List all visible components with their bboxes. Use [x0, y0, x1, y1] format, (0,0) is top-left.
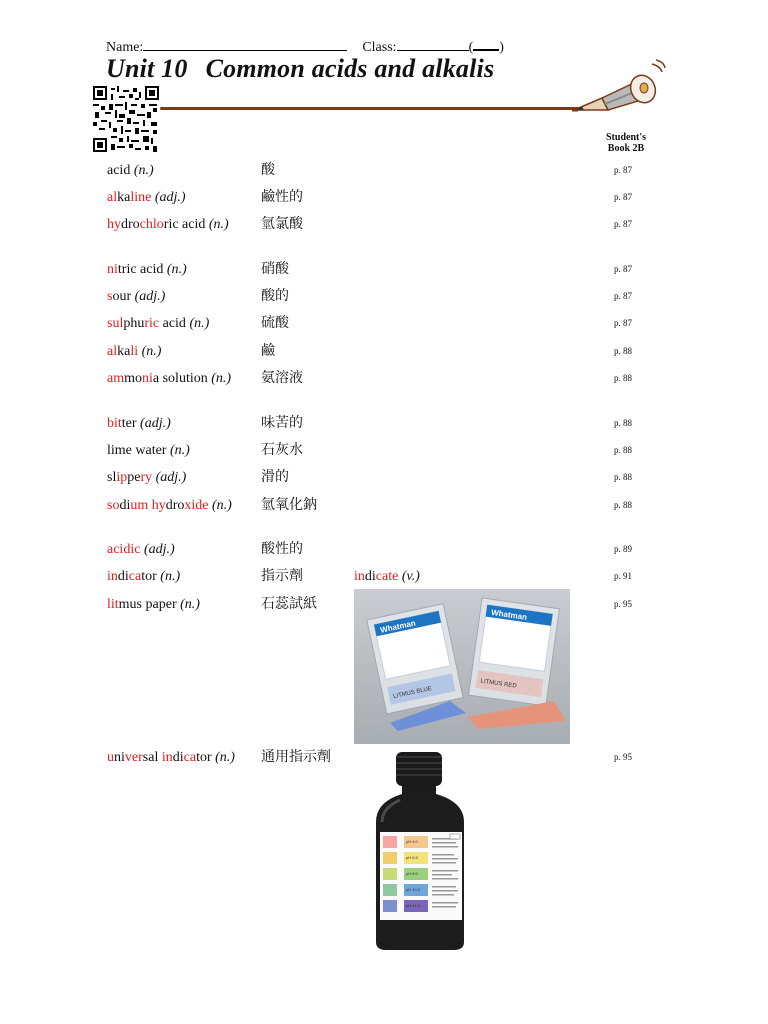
term-segment: u	[107, 750, 114, 765]
universal-indicator-bottle-photo	[374, 752, 466, 952]
term-segment: bit	[107, 416, 122, 431]
term-segment: di	[117, 569, 129, 584]
part-of-speech: (n.)	[133, 163, 154, 178]
term-segment: in	[354, 569, 365, 584]
name-blank[interactable]	[143, 36, 347, 51]
part-of-speech: (n.)	[212, 498, 232, 513]
part-of-speech: (adj.)	[140, 416, 171, 431]
vocab-chinese-term: 硝酸	[261, 261, 289, 277]
term-segment: ter	[121, 416, 141, 431]
part-of-speech: (n.)	[211, 371, 232, 386]
vocab-chinese-term: 石灰水	[261, 442, 303, 458]
term-segment: dro	[121, 217, 140, 232]
name-class-line	[106, 35, 504, 56]
class-number-blank[interactable]	[473, 35, 499, 51]
students-book-label	[598, 132, 654, 154]
term-segment: ni	[114, 750, 125, 765]
term-segment: di	[119, 498, 131, 513]
vocab-chinese-term: 酸的	[261, 288, 289, 304]
term-segment: ni	[107, 262, 118, 277]
term-segment: s	[107, 289, 113, 304]
term-segment: ip	[116, 470, 128, 485]
vocab-chinese-term: 指示劑	[261, 568, 303, 584]
part-of-speech: (adj.)	[143, 542, 175, 557]
term-segment: al	[107, 344, 118, 359]
term-segment: cate	[375, 569, 399, 584]
vocab-english-term	[107, 467, 255, 488]
vocab-english-term	[107, 368, 255, 389]
vocab-related-term	[354, 566, 420, 587]
term-segment: tor	[141, 569, 161, 584]
part-of-speech: (adj.)	[154, 190, 186, 205]
part-of-speech: (adj.)	[155, 470, 187, 485]
header-divider	[160, 107, 580, 110]
term-segment: ric	[144, 316, 160, 331]
page-reference: p. 88	[614, 500, 632, 510]
bottle-ph-label-1: pH 4.0	[406, 839, 418, 844]
term-segment: ka	[117, 344, 131, 359]
term-segment: sul	[107, 316, 124, 331]
term-segment: ry	[140, 470, 153, 485]
term-segment: sal	[142, 750, 162, 765]
part-of-speech: (n.)	[208, 217, 229, 232]
term-segment: line	[130, 190, 152, 205]
page-reference: p. 87	[614, 192, 632, 202]
part-of-speech: (adj.)	[134, 289, 166, 304]
vocab-chinese-term: 氨溶液	[261, 370, 303, 386]
litmus-paper-photo	[354, 589, 570, 744]
term-segment: li	[130, 344, 139, 359]
vocab-chinese-term: 鹼性的	[261, 189, 303, 205]
term-segment: acid	[107, 163, 134, 178]
term-segment: dro	[165, 498, 185, 513]
page-reference: p. 88	[614, 445, 632, 455]
bottle-ph-label-4: pH 10.0	[406, 887, 421, 892]
class-blank[interactable]	[397, 36, 469, 51]
bottle-ph-label-2: pH 6.5	[406, 855, 418, 860]
part-of-speech: (n.)	[189, 316, 210, 331]
vocab-english-term	[107, 440, 255, 461]
term-segment: al	[107, 190, 118, 205]
vocab-english-term	[107, 187, 255, 208]
vocab-english-term	[107, 214, 255, 235]
term-segment: dic	[123, 542, 141, 557]
vocab-chinese-term: 鹼	[261, 343, 275, 359]
term-segment: a solution	[152, 371, 212, 386]
page-reference: p. 87	[614, 219, 632, 229]
term-segment: phu	[123, 316, 145, 331]
term-segment: sl	[107, 470, 117, 485]
class-paren-close: )	[499, 40, 504, 55]
vocab-english-term	[107, 539, 255, 560]
vocab-chinese-term: 通用指示劑	[261, 749, 331, 765]
vocab-chinese-term: 氫氯酸	[261, 216, 303, 232]
vocab-chinese-term: 石蕊試紙	[261, 596, 317, 612]
term-segment: mo	[124, 371, 142, 386]
litmus-brand-left: Whatman	[379, 618, 417, 635]
page-reference: p. 87	[614, 264, 632, 274]
part-of-speech: (n.)	[166, 262, 187, 277]
term-segment: in	[161, 750, 173, 765]
vocab-english-term	[107, 259, 255, 280]
litmus-blue-label: LITMUS BLUE	[392, 685, 433, 701]
vocab-english-term	[107, 495, 255, 516]
page-reference: p. 88	[614, 373, 632, 383]
vocab-chinese-term: 味苦的	[261, 415, 303, 431]
term-segment: lit	[107, 597, 119, 612]
vocab-chinese-term: 硫酸	[261, 315, 289, 331]
page-reference: p. 95	[614, 752, 632, 762]
vocab-chinese-term: 滑的	[261, 469, 289, 485]
page-reference: p. 88	[614, 346, 632, 356]
page-reference: p. 89	[614, 544, 632, 554]
vocab-chinese-term: 酸	[261, 162, 275, 178]
vocab-english-term	[107, 286, 255, 307]
bottle-ph-label-5: pH 11.0	[406, 903, 420, 908]
students-book-line1: Student's	[605, 132, 646, 143]
page-reference: p. 91	[614, 571, 632, 581]
term-segment: pe	[127, 470, 141, 485]
term-segment: ka	[117, 190, 131, 205]
term-segment: acid	[159, 316, 190, 331]
name-label: Name:	[106, 40, 144, 55]
bottle-ph-label-3: pH 8.0	[406, 871, 418, 876]
term-segment: um hy	[130, 498, 166, 513]
term-segment: ric acid	[163, 217, 209, 232]
unit-title: Common acids and alkalis	[205, 54, 495, 83]
vocab-english-term	[107, 313, 255, 334]
vocab-english-term	[107, 413, 255, 434]
term-segment: our	[112, 289, 135, 304]
term-segment: am	[107, 371, 125, 386]
qr-code-icon[interactable]	[93, 86, 159, 152]
term-segment: so	[107, 498, 120, 513]
class-label: Class:	[362, 40, 397, 55]
vocab-english-term	[107, 160, 255, 181]
term-segment: di	[364, 569, 376, 584]
vocab-english-term	[107, 341, 255, 362]
term-segment: lime water	[107, 443, 170, 458]
term-segment: mus paper	[118, 597, 181, 612]
part-of-speech: (n.)	[141, 344, 162, 359]
part-of-speech: (v.)	[401, 569, 420, 584]
term-segment: xide	[184, 498, 209, 513]
page-title	[106, 54, 494, 84]
vocab-english-term	[107, 747, 255, 768]
part-of-speech: (n.)	[215, 750, 235, 765]
term-segment: ni	[142, 371, 153, 386]
term-segment: ver	[124, 750, 143, 765]
vocab-chinese-term: 氫氧化鈉	[261, 497, 317, 513]
part-of-speech: (n.)	[169, 443, 190, 458]
term-segment: di	[172, 750, 184, 765]
class-paren-open: (	[468, 40, 474, 55]
term-segment: tor	[196, 750, 216, 765]
term-segment: ca	[128, 569, 142, 584]
unit-number: Unit 10	[106, 54, 188, 83]
students-book-line2: Book 2B	[607, 143, 645, 154]
page-reference: p. 87	[614, 165, 632, 175]
term-segment: ca	[183, 750, 197, 765]
vocab-english-term	[107, 594, 255, 615]
pencil-icon	[572, 58, 666, 122]
page-reference: p. 88	[614, 418, 632, 428]
page-reference: p. 95	[614, 599, 632, 609]
vocab-chinese-term: 酸性的	[261, 541, 303, 557]
page-reference: p. 88	[614, 472, 632, 482]
part-of-speech: (n.)	[160, 569, 181, 584]
litmus-red-label: LITMUS RED	[480, 678, 517, 690]
page-reference: p. 87	[614, 318, 632, 328]
term-segment: in	[107, 569, 118, 584]
term-segment: tric acid	[117, 262, 167, 277]
part-of-speech: (n.)	[180, 597, 200, 612]
term-segment: aci	[107, 542, 124, 557]
term-segment: hy	[107, 217, 121, 232]
term-segment: chlo	[139, 217, 164, 232]
page-reference: p. 87	[614, 291, 632, 301]
vocab-english-term	[107, 566, 255, 587]
litmus-brand-right: Whatman	[490, 607, 528, 622]
